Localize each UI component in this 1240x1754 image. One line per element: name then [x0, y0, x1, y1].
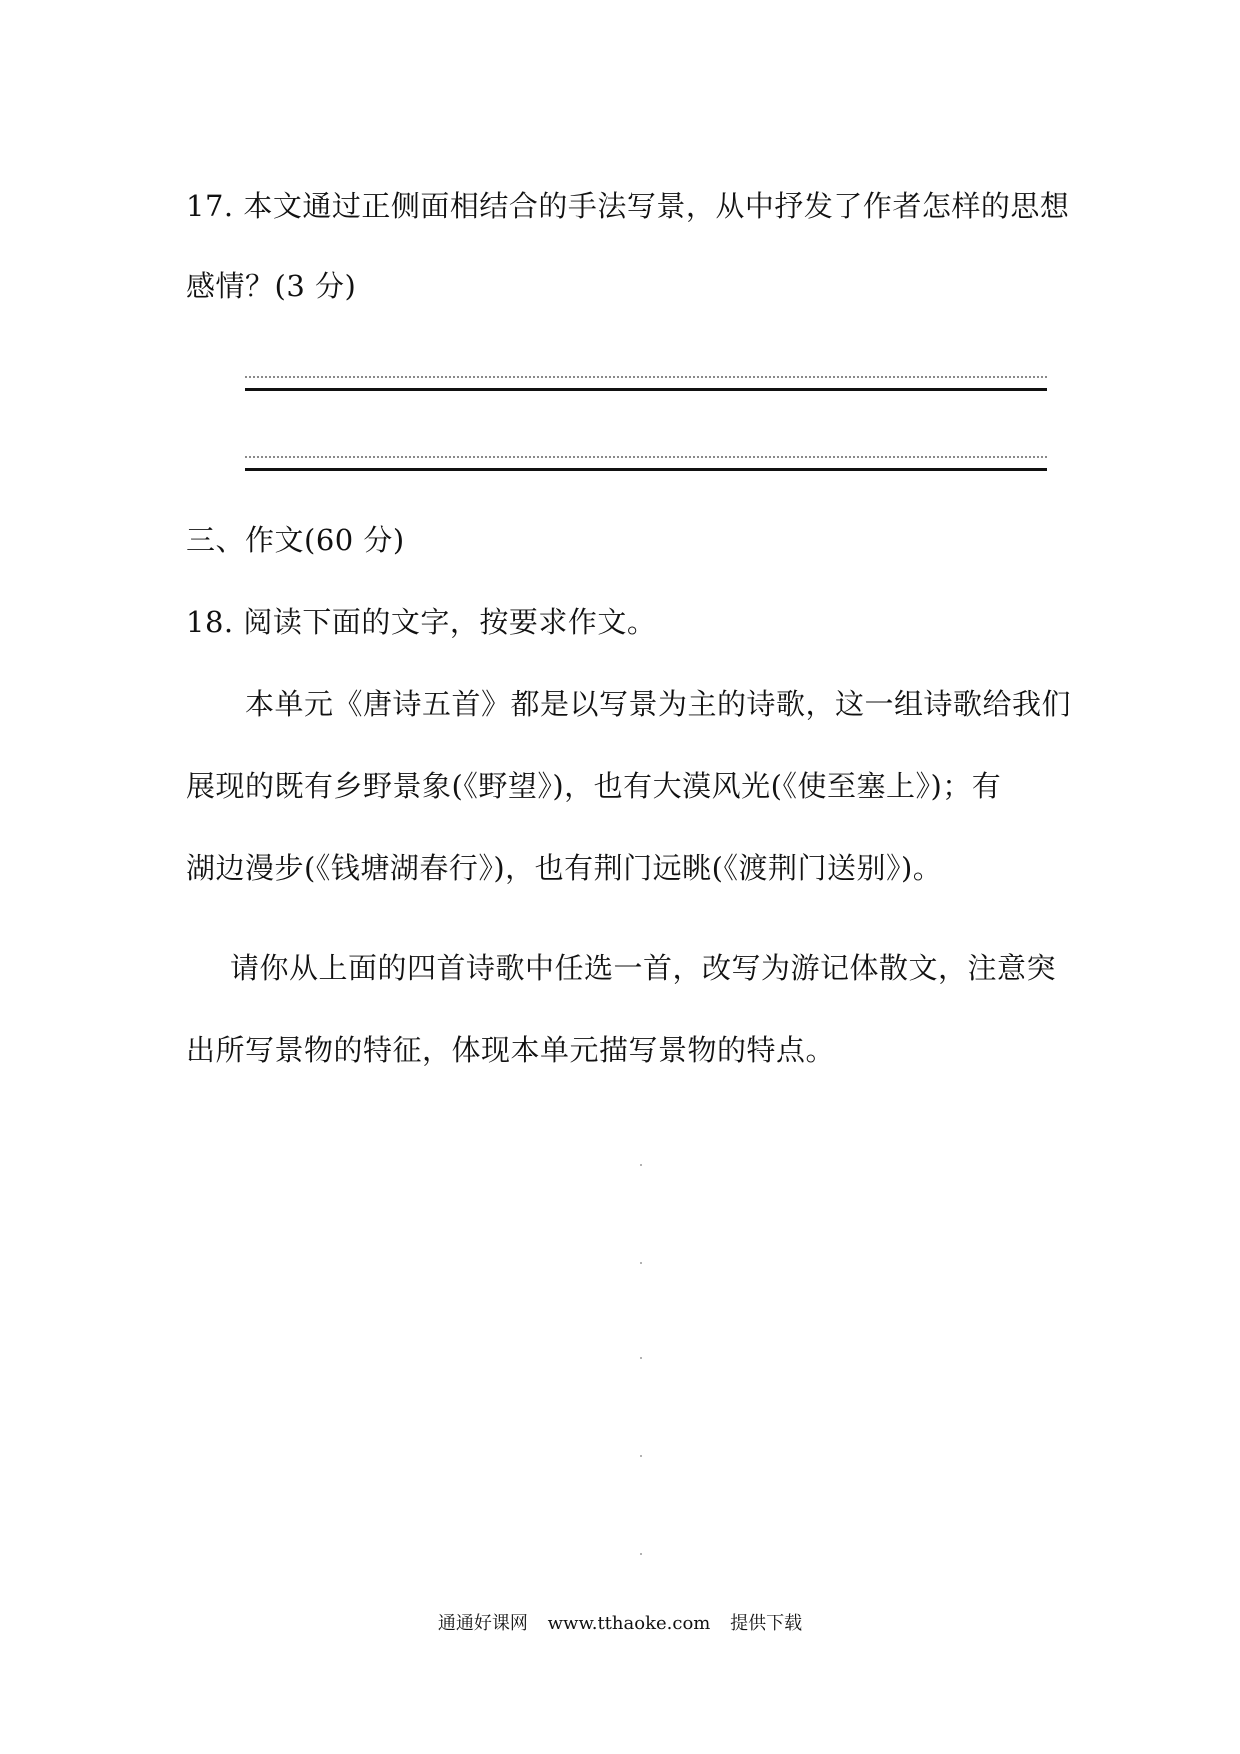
footer-url[interactable]: www.tthaoke.com	[547, 1613, 711, 1634]
answer-line-1[interactable]	[245, 376, 1047, 378]
answer-line-2[interactable]	[245, 456, 1047, 458]
section-3-title: 三、作文(60 分)	[186, 523, 405, 557]
scan-speck	[640, 1164, 642, 1166]
scan-speck	[640, 1262, 642, 1264]
q17-line-1: 17. 本文通过正侧面相结合的手法写景，从中抒发了作者怎样的思想	[186, 189, 1070, 223]
q18-paragraph-1-line-3: 湖边漫步(《钱塘湖春行》)，也有荆门远眺(《渡荆门送别》)。	[186, 851, 943, 885]
q18-paragraph-2-line-1: 请你从上面的四首诗歌中任选一首，改写为游记体散文，注意突	[230, 951, 1057, 985]
q18-paragraph-2-line-2: 出所写景物的特征，体现本单元描写景物的特点。	[186, 1033, 836, 1067]
scan-speck	[640, 1553, 642, 1555]
q18-paragraph-1-line-1: 本单元《唐诗五首》都是以写景为主的诗歌，这一组诗歌给我们	[245, 687, 1072, 721]
footer-suffix: 提供下载	[730, 1613, 803, 1634]
q17-line-2: 感情？(3 分)	[186, 269, 357, 303]
scan-speck	[640, 1357, 642, 1359]
q18-paragraph-1-line-2: 展现的既有乡野景象(《野望》)，也有大漠风光(《使至塞上》)；有	[186, 769, 1002, 803]
scan-speck	[640, 1455, 642, 1457]
footer-site-name: 通通好课网	[437, 1613, 528, 1634]
q18-prompt: 18. 阅读下面的文字，按要求作文。	[186, 605, 657, 639]
page-footer	[0, 1612, 1240, 1636]
